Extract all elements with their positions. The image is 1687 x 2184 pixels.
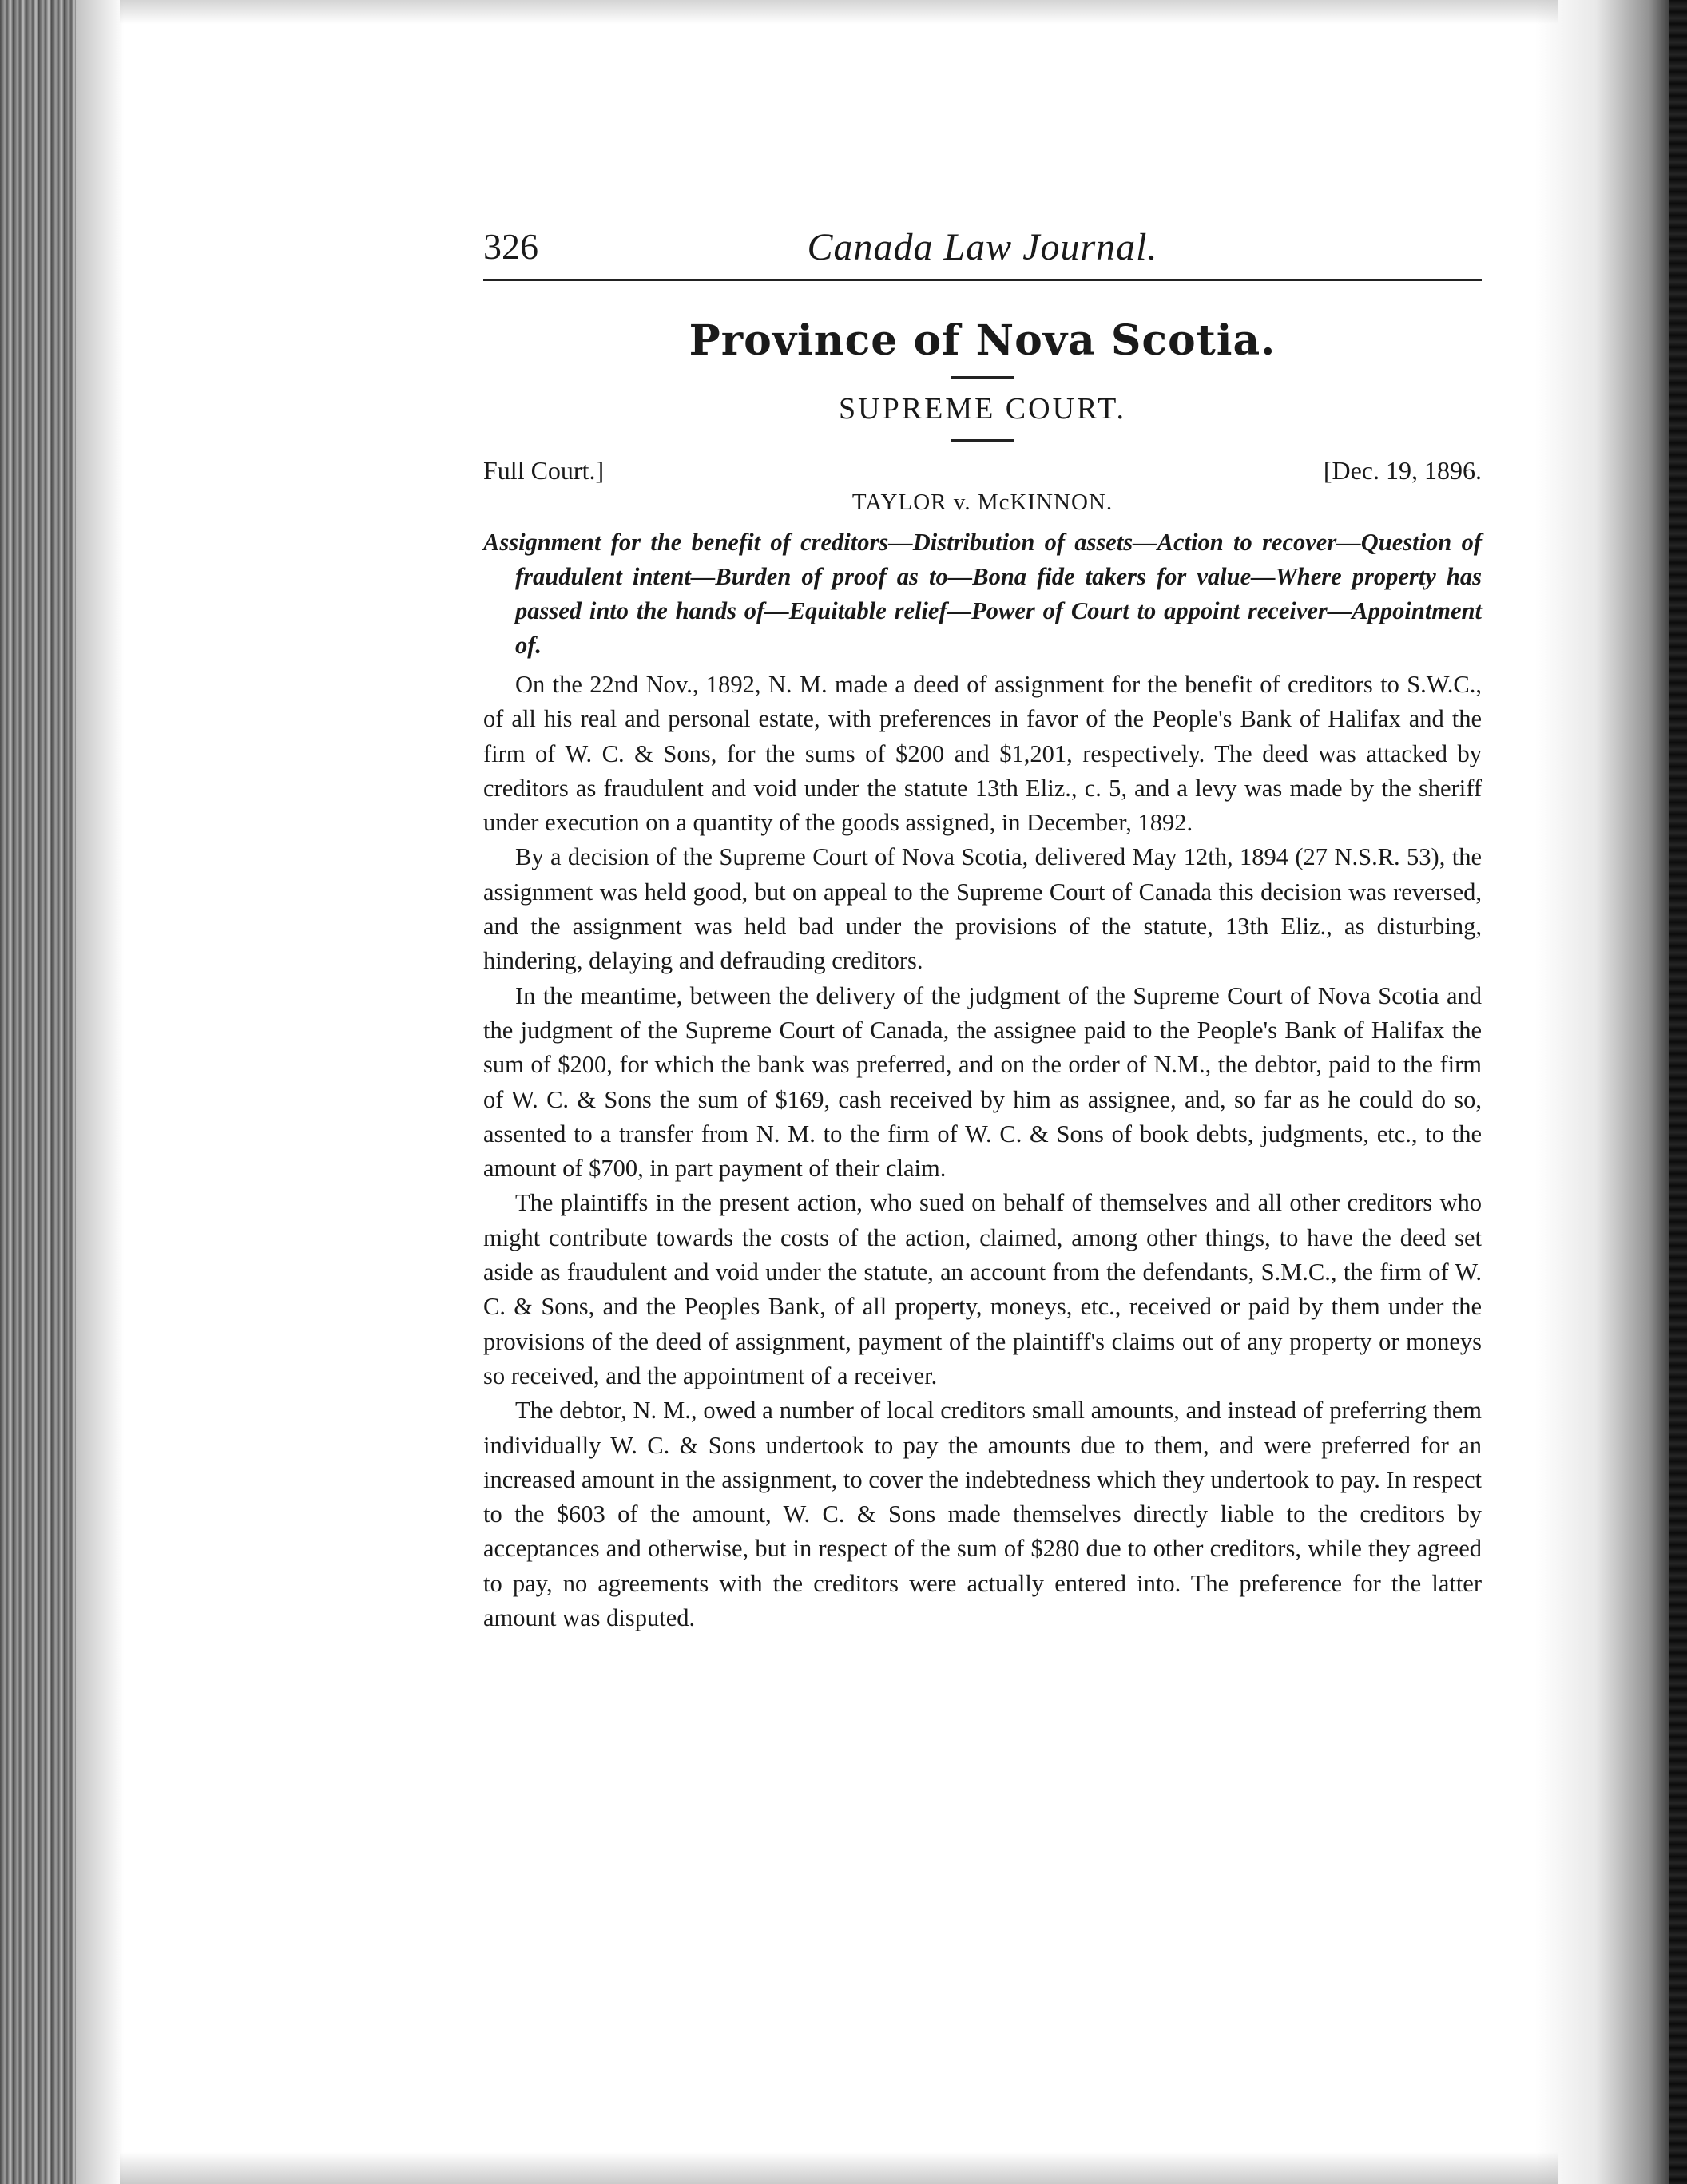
paragraph: On the 22nd Nov., 1892, N. M. made a deed of assignment for the benefit of creditors to S.W.C., of all his real and personal estate, with preferences in favor of the People's Bank of Halifax and the firm of W. C. & Sons, for the sums of $200 and $1,201, respectively. The deed was attacked by creditors as fraudulent and void under the statute 13th Eliz., c. 5, and a levy was made by the sheriff under execution on a quantity of the goods assigned, in December, 1892. xyxy=(483,671,1482,837)
paragraph: By a decision of the Supreme Court of Nova Scotia, delivered May 12th, 1894 (27 N.S.R. 53), the assignment was held good, but on appeal to the Supreme Court of Canada this decision was reversed, and the assignment was held bad under the provisions of the statute, 13th Eliz., as disturbing, hindering, delaying and defrauding creditors. xyxy=(483,843,1482,975)
case-date: [Dec. 19, 1896. xyxy=(1323,456,1482,485)
court-label: Full Court.] xyxy=(483,456,605,485)
scan-edge-top xyxy=(120,0,1558,24)
headnote: Assignment for the benefit of creditors—Distribution of assets—Action to recover—Question of fraudulent intent—Burden of proof as to—Bona fide takers for value—Where property has passed into the hands of—Equitable relief—Power of Court to appoint receiver—Appointment of. xyxy=(483,529,1482,659)
case-meta-row xyxy=(483,456,1482,496)
journal-title: Canada Law Journal. xyxy=(807,226,1158,268)
page-number: 326 xyxy=(483,226,538,267)
scan-edge-bottom xyxy=(120,2152,1558,2184)
document-page xyxy=(483,224,1482,1635)
scan-edge-left xyxy=(0,0,76,2184)
divider xyxy=(951,376,1014,379)
scan-edge-right-strip xyxy=(1669,0,1687,2184)
running-head xyxy=(483,224,1482,281)
case-body xyxy=(483,668,1482,1635)
paragraph: In the meantime, between the delivery of the judgment of the Supreme Court of Nova Scotia and the judgment of the Supreme Court of Canada, the assignee paid to the People's Bank of Halifax the sum of $200, for which the bank was preferred, and on the order of N.M., the debtor, paid to the firm of W. C. & Sons the sum of $169, cash received by him as assignee, and, so far as he could do so, assented to a transfer from N. M. to the firm of W. C. & Sons of book debts, judgments, etc., to the amount of $700, in part payment of their claim. xyxy=(483,981,1482,1183)
section-title: Province of Nova Scotia. xyxy=(689,316,1276,365)
scan-edge-left-shadow xyxy=(76,0,124,2184)
court-name: SUPREME COURT. xyxy=(839,392,1126,426)
paragraph: The plaintiffs in the present action, who sued on behalf of themselves and all other creditors who might contribute towards the costs of the action, claimed, among other things, to have the deed set aside as fraudulent and void under the statute, an account from the defendants, S.M.C., the firm of W. C. & Sons, and the Peoples Bank, of all property, moneys, etc., received or paid by them under the provisions of the deed of assignment, payment of the plaintiff's claims out of any property or moneys so received, and the appointment of a receiver. xyxy=(483,1189,1482,1389)
divider xyxy=(951,439,1014,442)
case-name: TAYLOR v. McKINNON. xyxy=(851,490,1113,515)
scan-edge-right xyxy=(1535,0,1687,2184)
paragraph: The debtor, N. M., owed a number of local creditors small amounts, and instead of preferring them individually W. C. & Sons undertook to pay the amounts due to them, and were preferred for an increased amount in the assignment, to cover the indebtedness which they undertook to pay. In respect to the $603 of the amount, W. C. & Sons made themselves directly liable to the creditors by acceptances and otherwise, but in respect of the sum of $280 due to other creditors, while they agreed to pay, no agreements with the creditors were actually entered into. The preference for the latter amount was disputed. xyxy=(483,1397,1482,1632)
